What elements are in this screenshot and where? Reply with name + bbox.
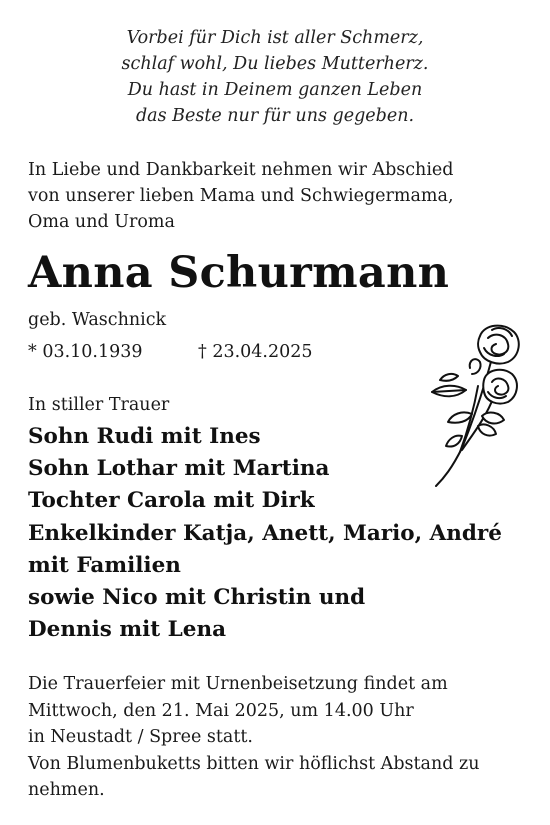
intro-line: von unserer lieben Mama und Schwiegermama,: [28, 186, 454, 206]
poem: [0, 25, 550, 129]
notice-line: Die Trauerfeier mit Urnenbeisetzung findet am: [28, 674, 448, 694]
mourner-line: Dennis mit Lena: [28, 617, 227, 643]
mourner-line: Sohn Lothar mit Martina: [28, 456, 330, 482]
poem-line: schlaf wohl, Du liebes Mutterherz.: [121, 54, 429, 74]
mourner-line: Enkelkinder Katja, Anett, Mario, André: [28, 520, 502, 546]
intro-text: [28, 157, 528, 235]
death-date: † 23.04.2025: [198, 342, 313, 362]
notice-line: Mittwoch, den 21. Mai 2025, um 14.00 Uhr: [28, 700, 414, 721]
notice-line: in Neustadt / Spree statt.: [28, 727, 253, 747]
poem-line: Du hast in Deinem ganzen Leben: [127, 80, 423, 100]
mourners-list: [28, 421, 528, 646]
mourning-intro: In stiller Trauer: [28, 395, 170, 415]
birth-name: geb. Waschnick: [28, 310, 167, 330]
notice-line: nehmen.: [28, 780, 105, 800]
intro-line: Oma und Uroma: [28, 212, 175, 232]
mourner-line: sowie Nico mit Christin und: [28, 585, 366, 611]
poem-line: Vorbei für Dich ist aller Schmerz,: [126, 28, 424, 48]
birth-date: * 03.10.1939: [28, 342, 143, 362]
mourner-line: Sohn Rudi mit Ines: [28, 424, 261, 449]
mourner-line: mit Familien: [28, 552, 181, 578]
poem-line: das Beste nur für uns gegeben.: [135, 106, 415, 126]
notice-line: Von Blumenbuketts bitten wir höflichst Abstand zu: [28, 753, 480, 774]
deceased-name: Anna Schurmann: [28, 248, 450, 298]
funeral-notice: [28, 671, 538, 804]
mourner-line: Tochter Carola mit Dirk: [28, 488, 315, 514]
intro-line: In Liebe und Dankbarkeit nehmen wir Abschied: [28, 160, 454, 180]
